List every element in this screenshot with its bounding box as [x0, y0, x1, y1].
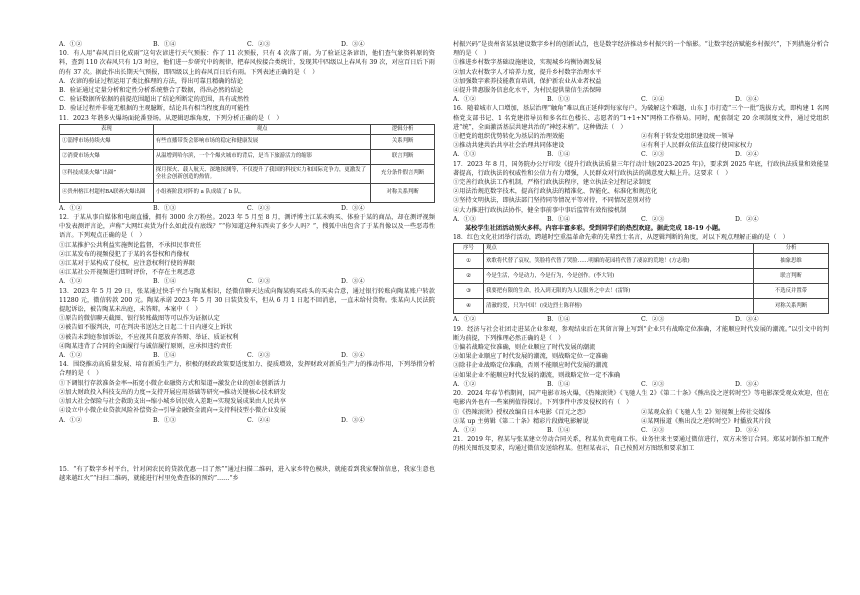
q16-options — [453, 150, 829, 159]
option: C．②④ — [247, 416, 271, 424]
table-header: 表现 — [60, 124, 154, 134]
q15-item: ④提升普惠服务信息化水平，为村民提供量信生活保障 — [453, 87, 602, 95]
option: B．①③ — [153, 416, 177, 424]
table-header: 序号 — [454, 244, 484, 254]
option: A．①③ — [453, 215, 477, 223]
option: D．③④ — [735, 316, 759, 324]
q16-item: ③推动共建共治共享社会治理共同体建设 — [453, 142, 565, 150]
table-header: 逻辑分析 — [371, 124, 435, 134]
option: B．①④ — [153, 352, 177, 360]
q20-items-row1 — [453, 408, 829, 417]
table-header: 分析 — [754, 244, 829, 254]
table-cell: 抽象思维 — [754, 254, 829, 269]
q21-stem: 21．2019 年，程某与张某建立劳动合同关系，程某负责电商工作。业务往来主要通过微信进行，双方未签订合同。郑某对制作加工配件的相关图纸及要求，均通过微信发送给程某。但程某表示，自己按照对方图纸和要求加工 — [453, 436, 829, 453]
section-note: 某校学生社团活动别火多样。内容丰富多彩。受到同学们的热烈欢迎。据此完成 18-19 小题。 — [465, 225, 725, 233]
option: D．③④ — [341, 416, 365, 424]
q17-stem: 17．2023 年 8 月，国务院办公厅印发《提升行政执法质量三年行动计划(2023-2025 年)》，要求到 2025 年底，行政执法质量和效能显著提高，行政执法的权威性和公信力有力增强，人民群众对行政执法的满意度大幅上升。这要求（ ） — [453, 160, 829, 177]
q16-item: ①把党的组织优势转化为基层的治理效能 — [453, 133, 565, 141]
q20-items-row2 — [453, 417, 829, 426]
q15-stem-continued: 村振兴码”是贵州省某县建设数字乡村的创新试点，也是数字经济推动乡村振兴的一个缩影。“让数字经济赋能乡村振兴”，下列措施分析合理的是（ ） — [453, 41, 829, 58]
option: A．①② — [453, 426, 477, 434]
option: A．①② — [59, 352, 83, 360]
option: B．①④ — [153, 41, 177, 48]
option: A．①② — [453, 316, 477, 324]
q10-option-c: C．验证数据所依据的前提范围超出了结论所断定的范围，具有或然性 — [59, 96, 250, 104]
q20-stem: 20．2024 年春节档期间，国产电影市场火爆，《热辣滚烫》《飞驰人生 2》《第二十条》《熊出没之逆转时空》等电影深受观众欢迎，但在电影内外也有一些案例值得探讨。下列事件中涉及侵权的有（ ） — [453, 390, 829, 407]
option: B．①④ — [547, 215, 571, 223]
right-column — [453, 40, 829, 454]
table-cell: ③科技成果火爆“出圈” — [60, 164, 154, 183]
option: B．①④ — [547, 426, 571, 434]
q15-stem: 15．“有了数字乡村平台，针对闲农民的贷款优惠一目了然”“通过扫描二维码，进入家乡特色模块，就能看到我家餐馆信息，我家生意也越来越红火”“扫扫二维码，就能进行村里免费查体的预约”……“乡 — [59, 465, 435, 482]
q17-item: ①完善行政执法工作机制，严格行政执法程序，建立执法全过程记录制度 — [453, 179, 651, 187]
q15-item: ③加强数字素养技能教育培训，保护新农业从业者权益 — [453, 77, 602, 85]
q12-item: ④江某社公开视频进行即时评价，不存在主观恶意 — [59, 269, 196, 277]
q15-item: ①推进乡村数字基础设施建设，实现城乡均衡协调发展 — [453, 59, 602, 67]
q12-options — [59, 277, 435, 286]
q16-item: ②有利于转发党组织建设统一领导 — [641, 133, 734, 141]
q14-item: ①下调银行存款准备金率→拓宽小微企业融资方式和渠道→激发企业的创业创新活力 — [59, 379, 286, 387]
option: A．①② — [59, 41, 83, 48]
option: A．①② — [59, 416, 83, 424]
option: A．①② — [59, 204, 83, 212]
q17-item: ④大力推进行政执法协作，健全事前事中事后监管有效衔接机制 — [453, 206, 627, 214]
table-cell: ③ — [454, 284, 484, 299]
table-cell: 不选反并置带 — [754, 284, 829, 299]
q16-items-row2 — [453, 141, 829, 150]
option: C．②③ — [247, 352, 271, 360]
q18-table — [453, 243, 829, 314]
option: C．②③ — [247, 204, 271, 212]
left-column — [59, 40, 435, 483]
option: A．①② — [453, 380, 477, 388]
table-cell: 充分条件假言判断 — [371, 164, 435, 183]
q14-item: ④设立中小微企业贷款风险补偿资金→引导金融资金流向→支持科技型小微企业发展 — [59, 407, 286, 415]
q12-item: ①江某推护公共利益实施舆论监督，不承担民事责任 — [59, 241, 202, 249]
option: D．②④ — [735, 151, 759, 159]
option: D．③④ — [341, 204, 365, 212]
table-cell: ② — [454, 269, 484, 284]
q14-item: ③加大社会保险与社会救助支出→缩小城乡居民收入差距→实现发展成果由人民共享 — [59, 398, 286, 406]
option: C．②③ — [641, 380, 665, 388]
option: C．②③ — [641, 316, 665, 324]
option: D．③④ — [341, 278, 365, 286]
table-header: 观点 — [153, 124, 371, 134]
option: D．③④ — [341, 352, 365, 360]
q10-stem: 10．有人用“春风百日化成雨”这句农谚进行天气预报：作了 11 次预报，只有 4 次落了雨。为了验证这条谚语，他们查气象资料原的资料，查到 110 次春风只有 1/3 时应，他们进一步研究中的规律，把春风按接合类统计，发现其中四级以上春风有 39 次，对应百日后下雨的有 37 次。据此作出长期天气预报，即四级以上的春风百日后有雨。下列表述正确的是（ ） — [59, 50, 435, 76]
q19-stem: 19．经济与社会社团走进某企业参观，参观结束后在其留言簿上写到“企业只有战略定位准确，才能顺应时代发展的潮流。”以引文中的判断为前提，下列推理必然正确的是（ ） — [453, 325, 829, 342]
q16-stem: 16．随着城市人口增加，基层治理“触角”难以真正延伸到每家每户。为破解这个难题，山东 J 市打造“三个一批”选拔方式，即构建 1 名网格党支部书记、1 名党建指导员和多名红色楼长、志愿者的“1+1+N”网格工作格局。同时，配套制定 20 余项制度文件，通过党组织进“统”，全面激活基层共建共治的“神经末梢”。这种做法（ ） — [453, 105, 829, 131]
q18-stem: 18．红色文化社团举行活动，跨越时空重温革命先辈的先辈烈士名言，从逻辑判断的角度，对以下观点理解正确的是（ ） — [453, 234, 789, 242]
q17-options — [453, 215, 829, 224]
option: C．②④ — [641, 96, 665, 104]
table-cell: 联言判断 — [371, 149, 435, 164]
q9-options — [59, 40, 435, 49]
spacer — [59, 425, 435, 465]
option: B．①④ — [547, 151, 571, 159]
table-cell: 小组赛阶段对阵的 a 队成绩了 b 队。 — [153, 183, 371, 202]
option: D．③④ — [735, 96, 759, 104]
q14-stem: 14．围绕推动高质量发展、培育新质生产力，积极的财政政策要适度加力、提质增效，发挥财政对新质生产力的推动作用，下列举措分析合理的是（ ） — [59, 361, 435, 378]
table-cell: 探月探火、载人航天、深地探测等，不仅提升了我国的科技实力和国际竞争力，更激发了全社会创新创造的热情。 — [153, 164, 371, 183]
option: C．②③ — [641, 215, 665, 223]
q11-table — [59, 124, 435, 203]
q13-item: ③被告未到庭参加诉讼，不应视其自愿放弃答辩、举证、质证权利 — [59, 333, 239, 341]
q13-stem: 13．2023 年 5 月 29 日，张某通过快手平台与陶某相识，经微信聊天达成向陶某购买砖头的买卖合意，通过银行转账向陶某账户转款 11280 元，微信转款 200 元。陶某承诺 2023 年 5 月 30 日装货发车，但从 6 月 1 日起不回消息，一直未给付货物。张某向人民法院提起诉讼，被告陶某未出庭，未答辩。本案中（ ） — [59, 287, 435, 314]
q16-items-row1 — [453, 132, 829, 141]
option: D．②④ — [735, 215, 759, 223]
option: C．②③ — [247, 41, 271, 48]
q12-stem: 12．于某从事自媒体和电商直播，拥有 3000 余万粉丝。2023 年 5 月至 8 月，测评博主江某未购买、体验于某的商品，却在测评视频中发表测评言论，声称“大网红卖货为什么如此没有底线？”“你知道这种东西卖了多少人吗？”，搜狐中出包含了于某肖像以及一些恶毒性语言。下列观点正确的是（ ） — [59, 214, 435, 240]
q14-options — [59, 416, 435, 425]
q18-options — [453, 315, 829, 324]
q16-item: ④有利于人民群众依法直接行使国家权力 — [641, 142, 753, 150]
table-cell: 联言判断 — [754, 269, 829, 284]
q20-options — [453, 426, 829, 435]
table-cell: ①淄博市场持续火爆 — [60, 134, 154, 149]
table-header: 观点 — [484, 244, 754, 254]
table-cell: 从温增到哈尔滨，一个个爆火城市的背后，是当下旅游活力的缩影 — [153, 149, 371, 164]
option: C．②③ — [641, 151, 665, 159]
q19-options — [453, 380, 829, 389]
table-cell: 对称关系判断 — [371, 183, 435, 202]
option: B．①④ — [153, 278, 177, 286]
q10-option-d: D．验证过程并非毫无根据的主观臆断，结论具有相当程度真的可能性 — [59, 105, 250, 113]
q14-item: ②加大财政投入科技支出的力度→支持开展应用基础等研究→推动关键核心技术研发 — [59, 388, 286, 396]
option: C．②③ — [641, 426, 665, 434]
option: D．③④ — [341, 41, 365, 48]
table-cell: ②消费市场火爆 — [60, 149, 154, 164]
table-cell: 欢歌将代替了哀叹，笑脸将代替了哭脸……明媚的花园将代替了凄凉的荒地！(方志敏) — [484, 254, 754, 269]
q19-item: ③除非企业战略定位准确，否则不能顺应时代发展的潮流 — [453, 362, 608, 370]
option: B．①③ — [547, 96, 571, 104]
q13-item: ④陶某违背了合同的全面履行与诚信履行原则，应承担违约责任 — [59, 342, 233, 350]
q11-options — [59, 204, 435, 213]
table-cell: 我要把有限的生命，投入到无限的为人民服务之中去！(雷锋) — [484, 284, 754, 299]
option: B．①③ — [153, 204, 177, 212]
option: A．①② — [59, 278, 83, 286]
table-cell: 关系判断 — [371, 134, 435, 149]
table-cell: 有些直播带货会影响市场的稳定和健康发展 — [153, 134, 371, 149]
option: A．①③ — [453, 151, 477, 159]
q15-options — [453, 95, 829, 104]
option: C．②③ — [247, 278, 271, 286]
q12-item: ②江某发布的视频侵犯了于某的名誉权和肖像权 — [59, 250, 189, 258]
option: D．③④ — [735, 380, 759, 388]
table-cell: ④贵州榕江村超村BA联赛火爆出圈 — [60, 183, 154, 202]
table-cell: 今是生活，今是动力，今是行为，今是创作。(李大钊) — [484, 269, 754, 284]
option: B．①④ — [547, 380, 571, 388]
q19-item: ①偏若战略定位准确，则企业顺应了时代发展的潮流 — [453, 344, 596, 352]
table-cell: ① — [454, 254, 484, 269]
q19-item: ②如果企业顺应了时代发展的潮流，则战略定位一定准确 — [453, 353, 608, 361]
option: B．①④ — [547, 316, 571, 324]
q19-item: ④如果企业不能顺应时代发展的潮流，则战略定位一定不准确 — [453, 371, 621, 379]
q20-item: ②某观众拍《飞驰人生 2》短视频上传社交媒体 — [641, 408, 771, 416]
q12-item: ③江某对于某构成了侵权，应注意权利行使的界限 — [59, 260, 196, 268]
q17-item: ③坚持文明执法，即执法部门坚持同等情况平等对待，不同情况差别对待 — [453, 197, 651, 205]
q10-option-a: A．农谚的验证过程运用了类比推理的方法，得出可靠且精确的结论 — [59, 77, 243, 85]
q11-stem: 11．2023 年谐多火爆场面轮番登场。从逻辑思维角度，下列分析正确的是（ ） — [59, 114, 283, 122]
q15-item: ②加大农村数字人才培养力度，提升乡村数字治理水平 — [453, 68, 602, 76]
option: D．③④ — [735, 426, 759, 434]
q10-option-b: B．验证通过定量分析和定性分析系统整合了数据，得出必然的结论 — [59, 87, 243, 95]
q17-item: ②用法治规范数字技术，提高行政执法的精准化、智能化、标准化和规范化 — [453, 188, 658, 196]
q13-item: ①原告的微信聊天截图、银行转账截图等可以作为证据认定 — [59, 315, 220, 323]
q20-item: ①《热辣滚烫》授权改编自日本电影《百元之恋》 — [453, 408, 590, 416]
q20-item: ③某 up 主剪辑《第二十条》精彩片段做电影解说 — [453, 417, 589, 425]
q20-item: ④某网报道《熊出没之逆转时空》时播放其片段 — [641, 417, 771, 425]
table-cell: ④ — [454, 299, 484, 314]
table-cell: 对称关系判断 — [754, 299, 829, 314]
q13-options — [59, 351, 435, 360]
table-cell: 清澈的爱，只为中国！(戍边烈士陈祥榕) — [484, 299, 754, 314]
q13-item: ②被告如不服判决，可在判决书送达之日起二十日内递交上诉状 — [59, 324, 233, 332]
option: A．①② — [453, 96, 477, 104]
